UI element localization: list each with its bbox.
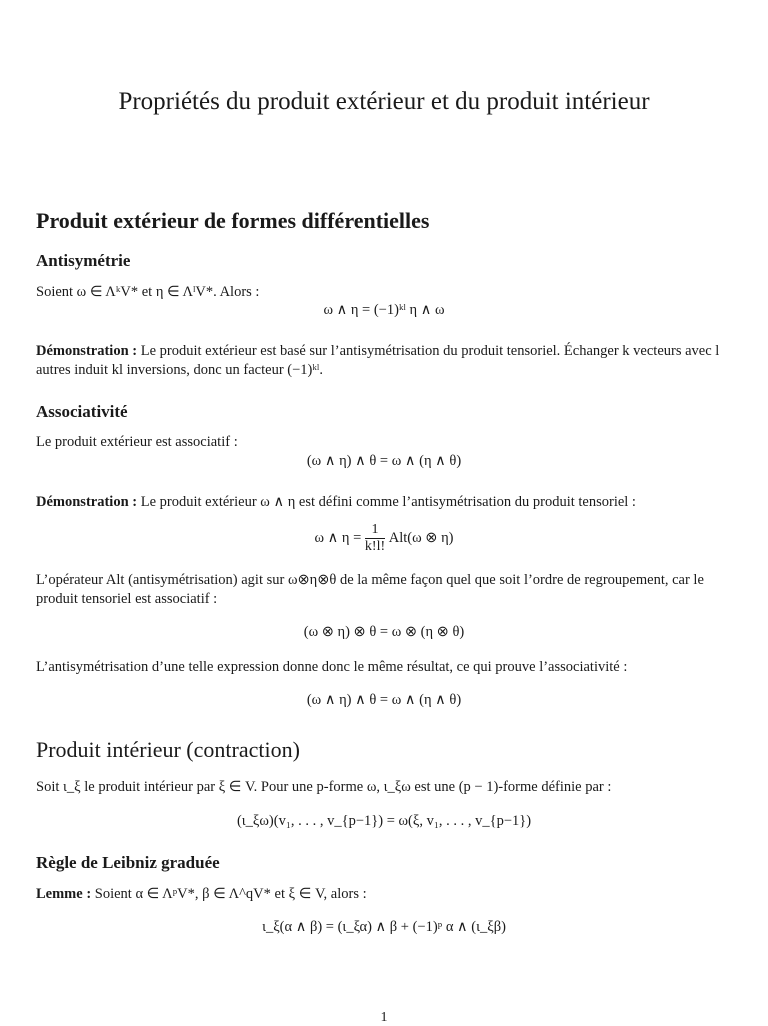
subsection-heading-antisymmetry: Antisymétrie <box>36 251 131 270</box>
document-title: Propriétés du produit extérieur et du produit intérieur <box>118 88 650 115</box>
proof-label: Démonstration : <box>36 343 138 359</box>
lemma-label: Lemme : <box>36 886 92 902</box>
proof-label: Démonstration : <box>36 494 138 510</box>
section-heading-exterior-product: Produit extérieur de formes différentielles <box>36 208 430 233</box>
eq-rhs: Alt(ω ⊗ η) <box>388 529 454 546</box>
alt-operator-paragraph: L’opérateur Alt (antisymétrisation) agit sur ω⊗η⊗θ de la même façon quel que soit l’ordre de regroupement, car le produit tensoriel est associatif : <box>36 572 704 607</box>
associativity-proof <box>36 493 736 512</box>
antisymmetry-proof <box>36 342 736 380</box>
section-heading-interior-product: Produit intérieur (contraction) <box>36 737 300 762</box>
fraction-denominator: k!l! <box>364 539 386 554</box>
fraction <box>365 522 385 555</box>
antisymmetry-equation: ω ∧ η = (−1)ᵏˡ η ∧ ω <box>323 302 445 318</box>
interior-product-intro: Soit ι_ξ le produit intérieur par ξ ∈ V. Pour une p-forme ω, ι_ξω est une (p − 1)-forme définie par : <box>36 779 612 795</box>
lemma-text: Soient α ∈ ΛᵖV*, β ∈ Λ^qV* et ξ ∈ V, alors : <box>94 886 367 902</box>
alt-definition-equation <box>0 522 768 555</box>
page-number: 1 <box>380 1010 388 1025</box>
subsection-heading-associativity: Associativité <box>36 402 128 421</box>
tensor-associativity-equation: (ω ⊗ η) ⊗ θ = ω ⊗ (η ⊗ θ) <box>303 624 465 640</box>
proof-text: Le produit extérieur est basé sur l’antisymétrisation du produit tensoriel. Échanger k vecteurs avec l autres induit kl inversions, donc un facteur (−1)ᵏˡ. <box>36 343 720 378</box>
proof-text: Le produit extérieur ω ∧ η est défini comme l’antisymétrisation du produit tensoriel : <box>140 494 636 510</box>
associativity-equation: (ω ∧ η) ∧ θ = ω ∧ (η ∧ θ) <box>306 453 462 469</box>
conclusion-paragraph: L’antisymétrisation d’une telle expression donne donc le même résultat, ce qui prouve l’associativité : <box>36 659 628 675</box>
interior-product-equation: (ι_ξω)(v₁, . . . , v_{p−1}) = ω(ξ, v₁, . . . , v_{p−1}) <box>236 813 532 829</box>
subsection-heading-leibniz: Règle de Leibniz graduée <box>36 853 220 872</box>
associativity-intro: Le produit extérieur est associatif : <box>36 434 238 450</box>
leibniz-equation: ι_ξ(α ∧ β) = (ι_ξα) ∧ β + (−1)ᵖ α ∧ (ι_ξβ) <box>262 919 506 935</box>
eq-lhs: ω ∧ η = <box>314 529 365 546</box>
associativity-result-equation: (ω ∧ η) ∧ θ = ω ∧ (η ∧ θ) <box>306 692 462 708</box>
antisymmetry-intro: Soient ω ∈ ΛᵏV* et η ∈ ΛˡV*. Alors : <box>36 284 260 300</box>
fraction-numerator: 1 <box>365 522 385 539</box>
lemma-statement <box>36 885 736 904</box>
